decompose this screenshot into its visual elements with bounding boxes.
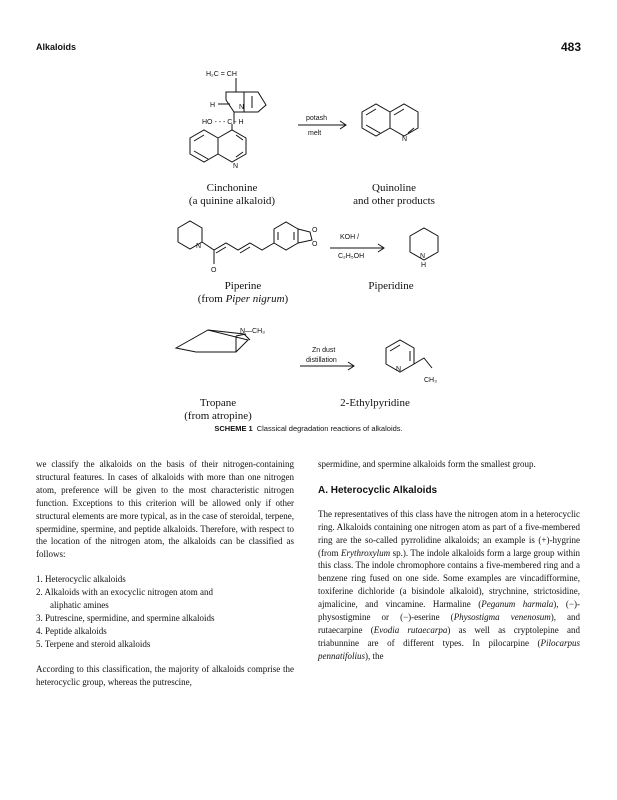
piperidine-name: Piperidine [368,280,414,292]
piperine-o-label-2: O [312,227,318,234]
scheme-caption-text: Classical degradation reactions of alkaloids. [256,424,403,433]
reagent-3-line2: distillation [306,357,337,364]
running-head: Alkaloids [36,42,77,52]
piperine-name: Piperine [224,280,262,292]
reagent-2-line1: KOH / [340,234,360,241]
left-paragraph-2: According to this classification, the majority of alkaloids comprise the heterocyclic group, whereas the putrescine, [36,663,294,687]
tropane-sub: (from atropine) [184,410,252,422]
right-paragraph-2: The representatives of this class have the nitrogen atom in a heterocyclic ring. Alkaloids containing one nitrogen atom as part of a five-membered ring are the so-called pyrrolidine alkaloids; an example is (+)-hygrine (from Erythroxylum sp.). The indole alkaloids form a large group within this class. The indole chromophore contains a five-membered ring and a benzene ring fused on one side. Some examples are vincadifformine, toxiferine dichloride (a bisindole alkaloid), strychnine, strictosidine, ajmalicine, and vincamine. Harmaline (Peganum harmala), (−)-physostigmine or (−)-eserine (Physostigma venenosum), and rutaecarpine (Evodia rutaecarpa) as well as cryptolepine and triabunnine are of different types. In pilocarpine (Pilocarpus pennatifolius), the [318,508,581,661]
quinoline-n-label: N [402,136,408,143]
cinchonine-n-label: N [239,104,245,111]
cinchonine-name: Cinchonine [206,182,258,194]
list-item: 2. Alkaloids with an exocyclic nitrogen atom and [36,587,213,598]
page-number: 483 [560,40,581,54]
list-item: 5. Terpene and steroid alkaloids [36,638,151,649]
piperidine-h-label: H [421,262,427,269]
scheme-caption [0,424,617,433]
piperine-chain [202,242,274,250]
cinchonine-cage [226,78,266,112]
cinchonine-quinoline-ring2 [218,130,246,162]
list-item: 1. Heterocyclic alkaloids [36,574,126,585]
piperine-dioxole [298,229,312,243]
list-item: 3. Putrescine, spermidine, and spermine alkaloids [36,612,215,623]
list-item: 4. Peptide alkaloids [36,625,107,636]
reagent-1-line2: melt [308,130,322,137]
cinchonine-hoch-label: HO - - - C - H [202,119,244,126]
cinchonine-quinoline-n: N [233,163,239,170]
cinchonine-sub: (a quinine alkaloid) [188,195,276,207]
piperine-n-label: N [196,243,202,250]
piperidine-n-label: N [420,253,426,260]
reagent-1-line1: potash [306,115,328,122]
cinchonine-h-label: H [210,102,216,109]
list-item-continued: aliphatic amines [50,600,109,611]
ethylpyridine-n-label: N [396,366,402,373]
reagent-3-line1: Zn dust [312,347,336,354]
piperine-o-label: O [211,267,217,274]
quinoline-sub: and other products [353,195,435,207]
tropane-name: Tropane [199,397,237,409]
left-paragraph-1: we classify the alkaloids on the basis of their nitrogen-containing structural features. In cases of alkaloids with more than one nitrogen atom, preference will be given to the most characteristic nitrogen function. Exceptions to this criterion will be allowed only if other structural elements are more typical, as in the case of steroidal, terpene, spermidine, spermine, and peptide alkaloids. Therefore, with respect to the location of the nitrogen atom, the alkaloids can be classified as follows: [36,459,294,560]
right-paragraph-1: spermidine, and spermine alkaloids form the smallest group. [318,459,536,469]
section-heading: A. Heterocyclic Alkaloids [318,484,438,496]
cinchonine-h2c-label: H₂C = CH [206,71,237,78]
quinoline-name: Quinoline [372,182,416,194]
piperine-sub: (from Piper nigrum) [197,293,289,305]
left-column [36,458,294,689]
tropane-nch3-label: N—CH₃ [240,328,266,335]
reagent-2-line2: C₂H₅OH [338,253,365,260]
ethylpyridine-ch3-label: CH₃ [424,377,437,384]
quinoline-ring2 [390,104,418,136]
classification-list [36,573,294,650]
scheme-caption-label: SCHEME 1 [214,424,253,433]
ethylpyridine-name: 2-Ethylpyridine [340,397,410,409]
right-column [318,458,580,663]
piperine-o-label-3: O [312,241,318,248]
